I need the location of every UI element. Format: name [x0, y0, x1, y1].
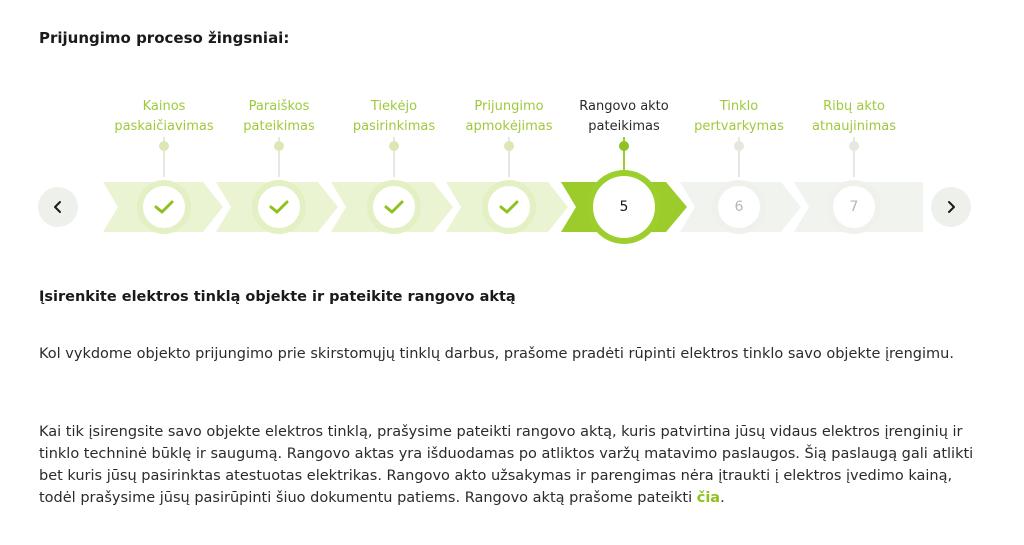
step-label-2: Paraiškos pateikimas	[243, 99, 315, 134]
checkmark-icon	[498, 199, 520, 215]
step-dot-3	[389, 141, 399, 151]
step-circle-4[interactable]	[482, 180, 536, 234]
chevron-right-icon	[944, 200, 958, 214]
step-description-paragraph-1: Kol vykdome objekto prijungimo prie skirstomųjų tinklų darbus, prašome pradėti rūpinti elektros tinklo savo objekte įrengimu.	[39, 346, 954, 362]
step-dot-2	[274, 141, 284, 151]
step-description-paragraph-2	[39, 421, 979, 509]
step-circle-7[interactable]	[827, 180, 881, 234]
paragraph-2-end: .	[720, 490, 725, 506]
step-number-5: 5	[619, 199, 629, 215]
step-circle-3[interactable]	[367, 180, 421, 234]
step-label-7: Ribų akto atnaujinimas	[812, 99, 896, 134]
paragraph-2-text: Kai tik įsirengsite savo objekte elektros tinklą, prašysime pateikti rangovo aktą, kuris patvirtina jūsų vidaus elektros įrenginių ir tinklo techninė būklę ir saugumą. Rangovo aktas yra išduodamas po atliktos varžų matavimo paslaugos. Šią paslaugą gali atlikti bet kuris jūsų pasirinktas atestuotas elektrikas. Rangovo akto užsakymas ir parengimas nėra įtraukti į elektros įvedimo kainą, todėl prašysime jūsų pasirūpinti šiuo dokumentu patiems. Rangovo aktą prašome pateikti	[39, 424, 974, 506]
step-label-5: Rangovo akto pateikimas	[579, 99, 669, 134]
step-dot-1	[159, 141, 169, 151]
next-step-button[interactable]	[931, 187, 971, 227]
step-number-6: 6	[734, 199, 744, 215]
step-dot-4	[504, 141, 514, 151]
step-number-7: 7	[849, 199, 859, 215]
step-dot-7	[849, 141, 859, 151]
checkmark-icon	[383, 199, 405, 215]
step-dot-6	[734, 141, 744, 151]
chevron-left-icon	[51, 200, 65, 214]
prev-step-button[interactable]	[38, 187, 78, 227]
step-dot-5	[619, 141, 629, 151]
step-label-4: Prijungimo apmokėjimas	[465, 99, 553, 134]
step-label-3: Tiekėjo pasirinkimas	[352, 99, 436, 134]
submit-contractor-act-link[interactable]: čia	[696, 490, 721, 506]
checkmark-icon	[153, 199, 175, 215]
step-circle-5[interactable]	[593, 176, 655, 238]
step-label-1: Kainos paskaičiavimas	[114, 99, 214, 134]
step-circle-2[interactable]	[252, 180, 306, 234]
step-content-heading: Įsirenkite elektros tinklą objekte ir pateikite rangovo aktą	[39, 289, 516, 305]
checkmark-icon	[268, 199, 290, 215]
step-label-6: Tinklo pertvarkymas	[694, 99, 784, 134]
step-tracker	[0, 0, 1024, 260]
step-circle-6[interactable]	[712, 180, 766, 234]
steps-section-title: Prijungimo proceso žingsniai:	[39, 29, 290, 47]
step-circle-1[interactable]	[137, 180, 191, 234]
